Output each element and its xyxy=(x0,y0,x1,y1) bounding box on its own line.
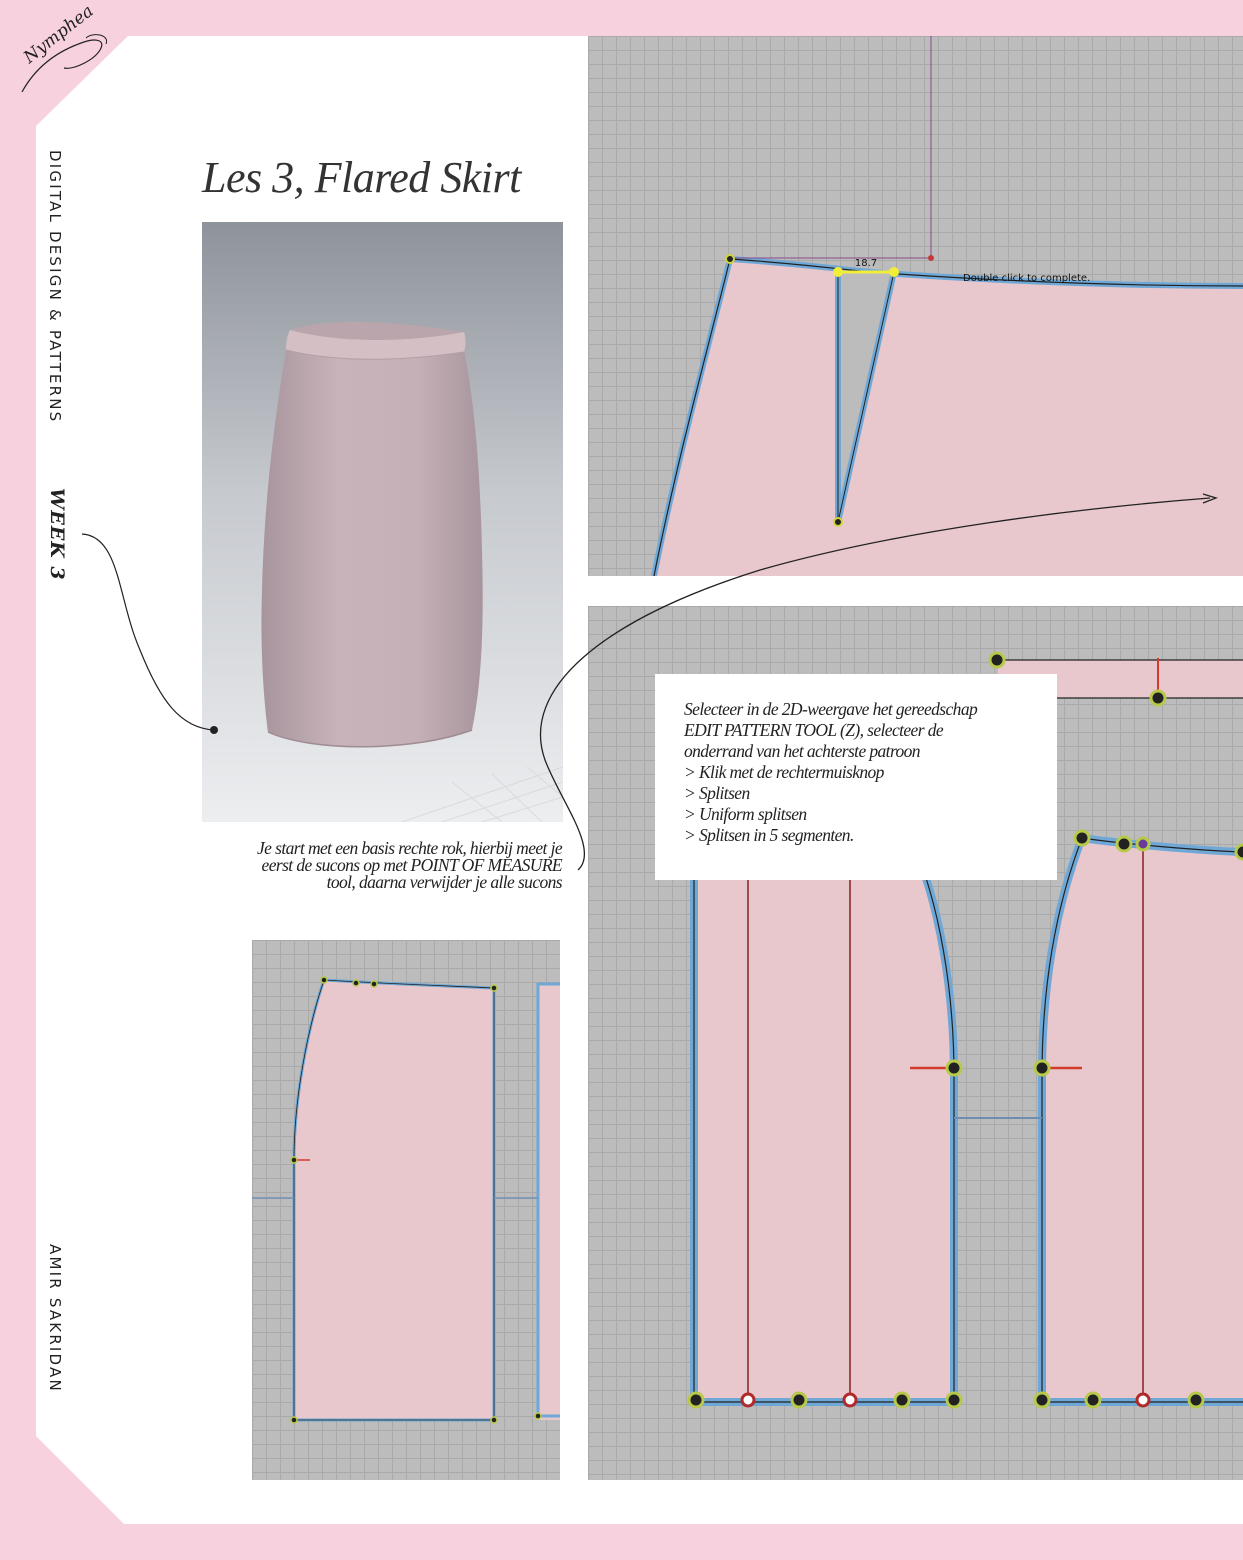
instruction-line: EDIT PATTERN TOOL (Z), selecteer de xyxy=(684,720,944,740)
course-label: DIGITAL DESIGN & PATTERNS xyxy=(46,150,64,424)
instruction-step: > Splitsen in 5 segmenten. xyxy=(684,825,854,845)
editor-hint: Double click to complete. xyxy=(963,273,1091,284)
measure-value: 18.7 xyxy=(854,258,878,269)
intro-caption: Je start met een basis rechte rok, hierbij meet je eerst de sucons op met POINT OF MEASURE tool, daarna verwijder je alle sucons xyxy=(257,838,562,892)
instruction-step: > Splitsen xyxy=(684,783,750,803)
lesson-title: Les 3, Flared Skirt xyxy=(202,153,521,202)
author-label: AMIR SAKRIDAN xyxy=(46,1244,64,1393)
logo-text: Nymphea xyxy=(20,1,98,68)
instruction-line: Selecteer in de 2D-weergave het gereedschap xyxy=(684,699,978,719)
instruction-step: > Uniform splitsen xyxy=(684,804,807,824)
connector-dot-icon xyxy=(210,726,218,734)
week-label: WEEK 3 xyxy=(46,488,68,581)
instruction-line: onderrand van het achterste patroon xyxy=(684,741,920,761)
instruction-step: > Klik met de rechtermuisknop xyxy=(684,762,884,782)
